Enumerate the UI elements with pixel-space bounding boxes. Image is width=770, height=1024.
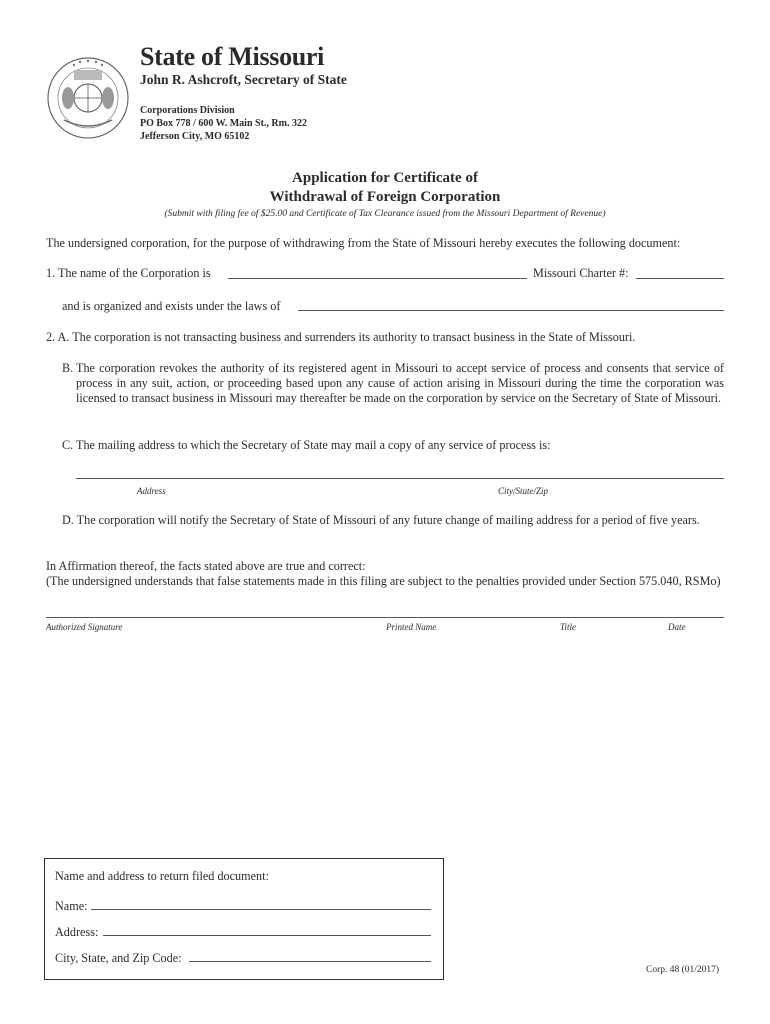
- item2b-prefix: B.: [62, 361, 74, 375]
- return-box-heading: Name and address to return filed document:: [55, 869, 269, 883]
- item2d-text: D. The corporation will notify the Secretary of State of Missouri of any future change of mailing address for a period of five years.: [62, 513, 700, 527]
- address-caption: Address: [137, 486, 166, 496]
- state-seal: [44, 50, 132, 146]
- division-name: Corporations Division: [140, 105, 235, 116]
- state-of-laws-field[interactable]: [298, 310, 724, 311]
- return-name-label: Name:: [55, 899, 88, 913]
- return-address-box: [44, 858, 444, 980]
- division-address: PO Box 778 / 600 W. Main St., Rm. 322: [140, 118, 307, 129]
- corporation-name-field[interactable]: [228, 278, 527, 279]
- item2c-text: C. The mailing address to which the Secretary of State may mail a copy of any service of process is:: [62, 438, 551, 452]
- city-state-zip-caption: City/State/Zip: [498, 486, 549, 496]
- form-code: Corp. 48 (01/2017): [646, 965, 720, 975]
- state-title: State of Missouri: [140, 42, 325, 71]
- intro-text: The undersigned corporation, for the purpose of withdrawing from the State of Missouri hereby executes the following document:: [46, 236, 681, 250]
- affirmation-line2: (The undersigned understands that false statements made in this filing are subject to the penalties provided under Section 575.040, RSMo): [46, 574, 721, 588]
- mailing-address-field[interactable]: [76, 478, 724, 479]
- signature-line[interactable]: [46, 617, 724, 618]
- charter-label: Missouri Charter #:: [533, 266, 629, 280]
- date-caption: Date: [668, 622, 686, 632]
- return-address-label: Address:: [55, 925, 99, 939]
- return-address-field[interactable]: [103, 935, 431, 936]
- return-csz-label: City, State, and Zip Code:: [55, 951, 182, 965]
- authorized-signature-caption: Authorized Signature: [46, 622, 123, 632]
- submit-note: (Submit with filing fee of $25.00 and Certificate of Tax Clearance issued from the Missouri Department of Revenue): [164, 209, 606, 219]
- printed-name-caption: Printed Name: [386, 622, 437, 632]
- title-caption: Title: [560, 622, 577, 632]
- laws-label: and is organized and exists under the laws of: [62, 299, 281, 313]
- division-city: Jefferson City, MO 65102: [140, 131, 250, 142]
- document-title-line1: Application for Certificate of: [292, 170, 478, 186]
- return-name-field[interactable]: [91, 909, 431, 910]
- return-csz-field[interactable]: [189, 961, 431, 962]
- affirmation-line1: In Affirmation thereof, the facts stated above are true and correct:: [46, 559, 366, 573]
- charter-number-field[interactable]: [636, 278, 724, 279]
- secretary-name: John R. Ashcroft, Secretary of State: [140, 72, 347, 87]
- document-title-line2: Withdrawal of Foreign Corporation: [269, 189, 501, 205]
- item2a-text: 2. A. The corporation is not transacting business and surrenders its authority to transact business in the State of Missouri.: [46, 330, 636, 344]
- item1-label: 1. The name of the Corporation is: [46, 266, 211, 280]
- item2b-text: The corporation revokes the authority of its registered agent in Missouri to accept service of process and consents that service of process in any suit, action, or proceeding based upon any cause of action arising in Missouri during the time the corporation was licensed to transact business in Missouri may thereafter be made on the corporation by service on the Secretary of State of Missouri.: [76, 361, 724, 405]
